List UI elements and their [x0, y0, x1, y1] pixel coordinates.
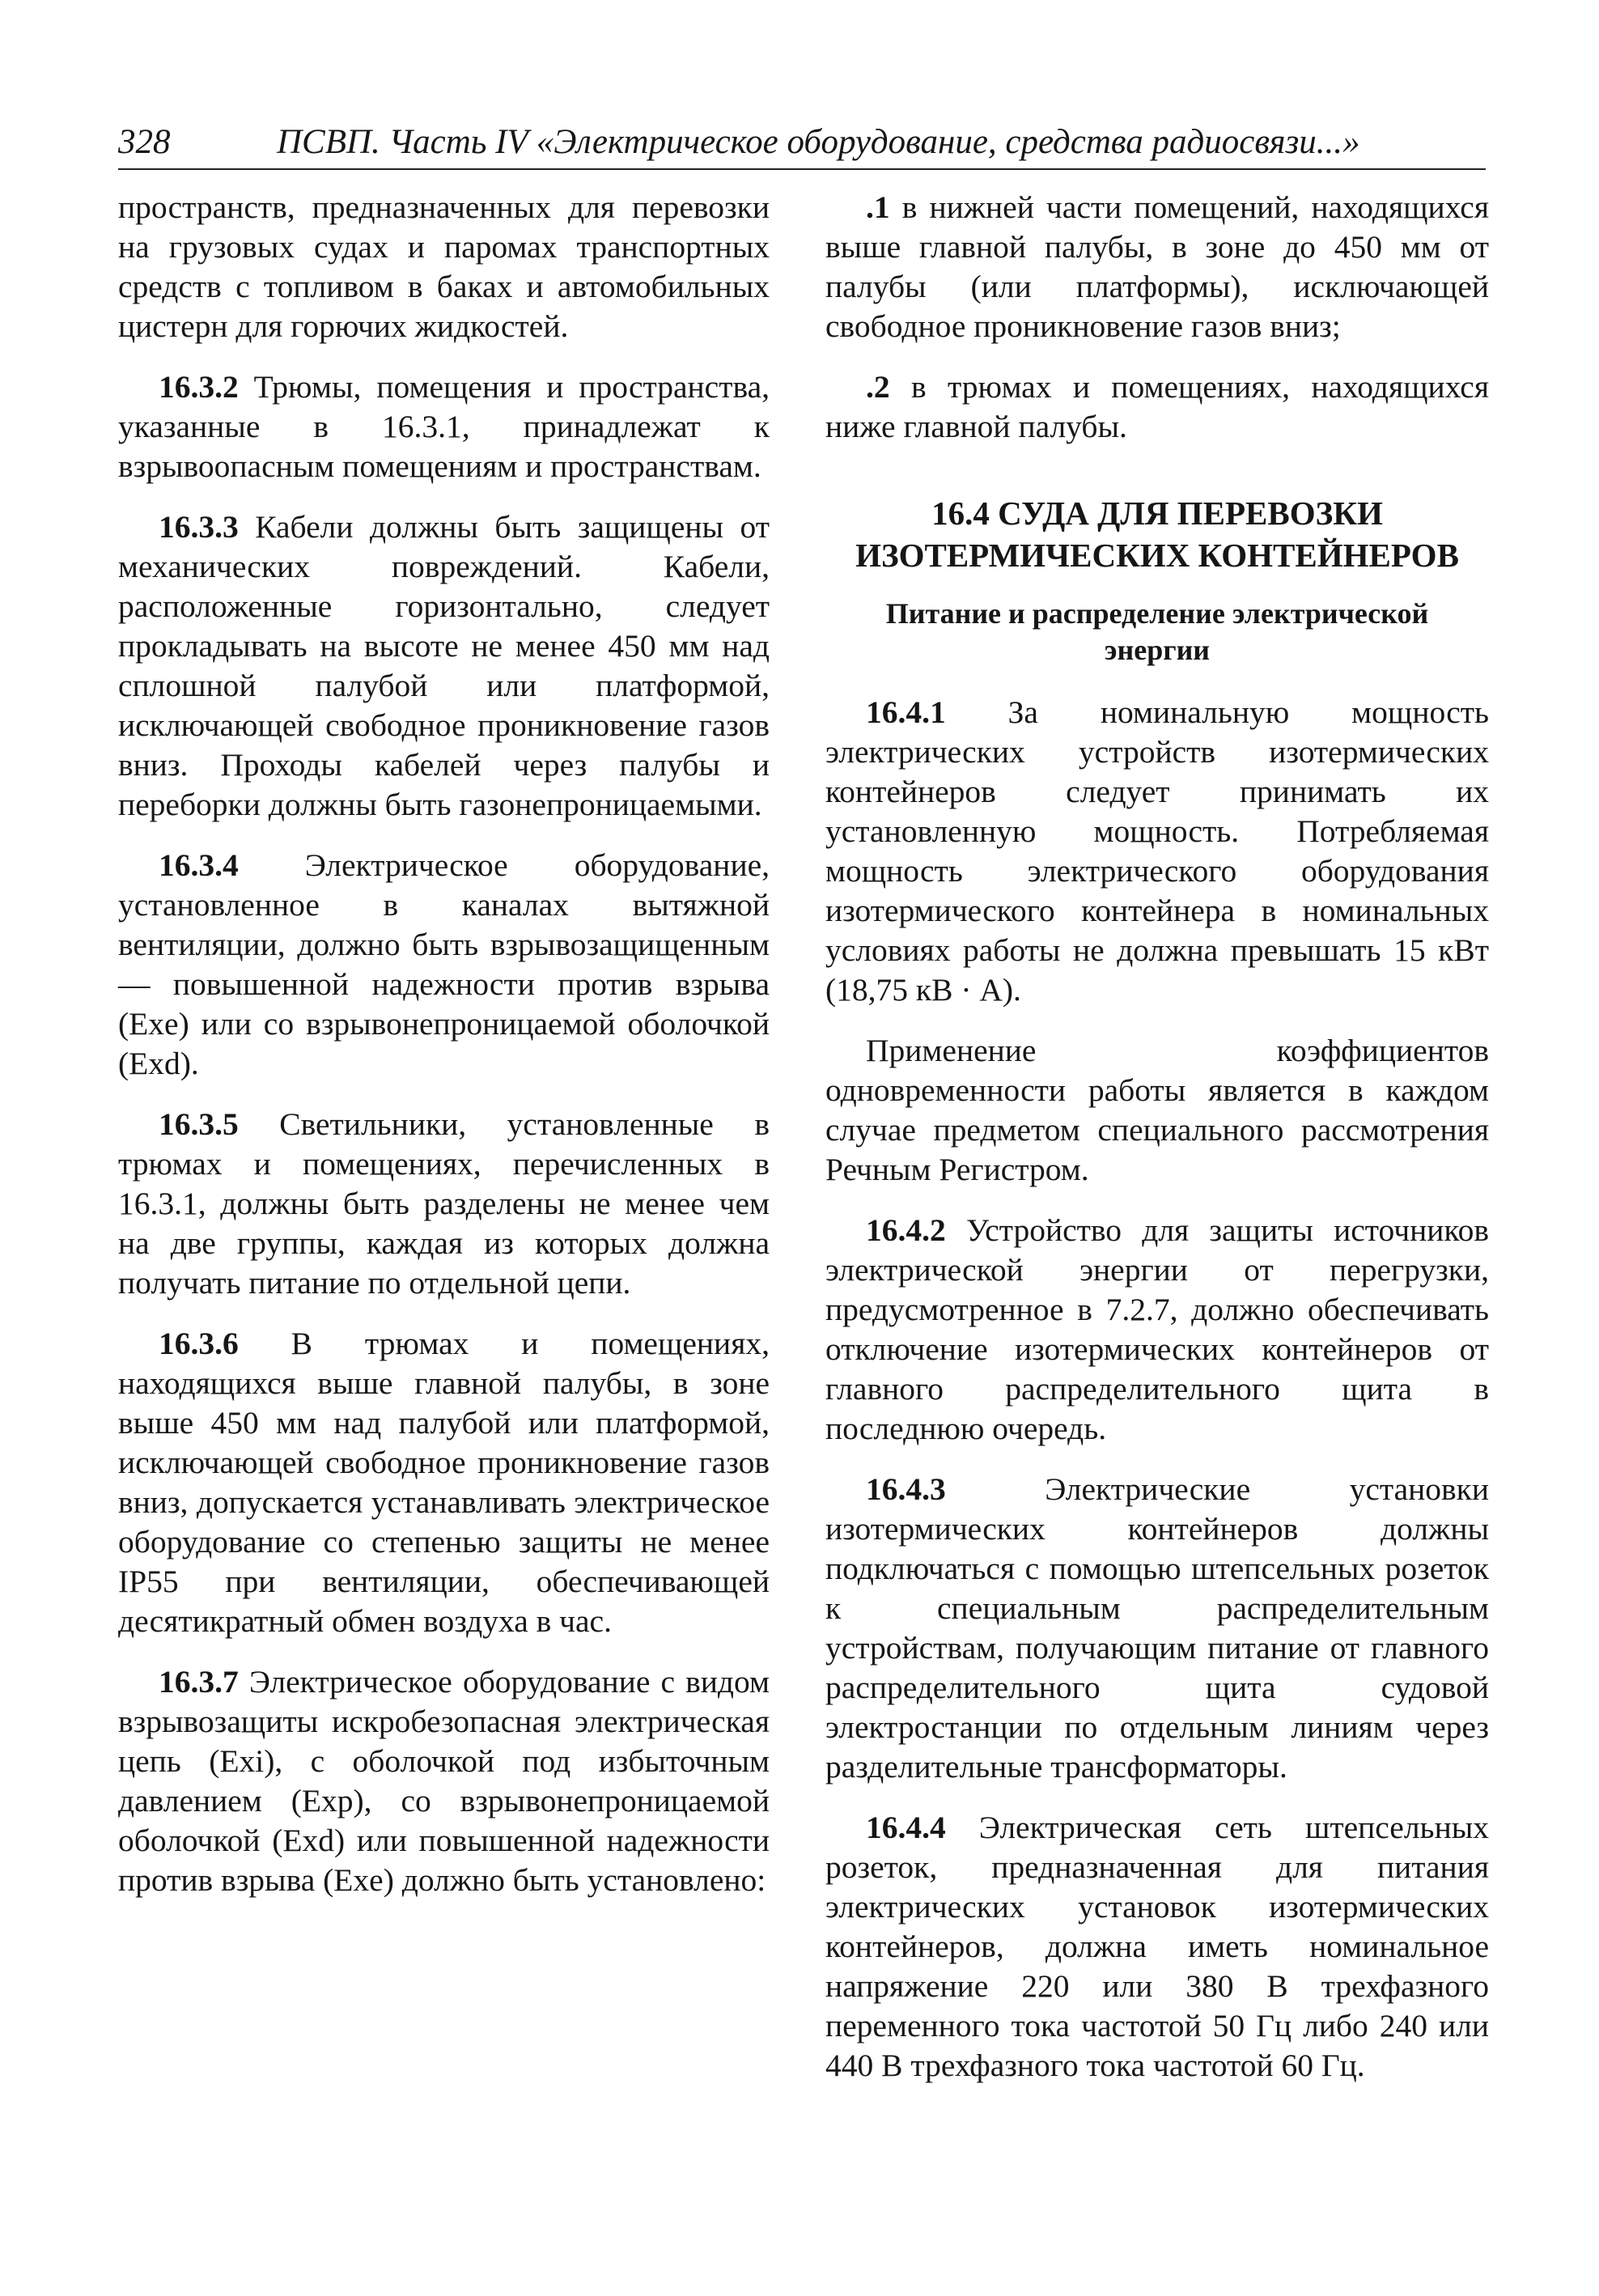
paragraph-continuation: пространств, предназначенных для перевозки на грузовых судах и паромах транспортных средств с топливом в баках и автомобильных цистерн для горючих жидкостей.	[118, 189, 770, 344]
clause-number: 16.3.5	[159, 1106, 239, 1142]
item-text: в нижней части помещений, находящихся выше главной палубы, в зоне до 450 мм от палубы (или платформы), исключающей свободное проникновение газов вниз;	[825, 189, 1489, 344]
section-heading-line-1: 16.4 СУДА ДЛЯ ПЕРЕВОЗКИ	[931, 494, 1383, 532]
clause-number: 16.4.2	[866, 1212, 946, 1248]
clause-text: Электрические установки изотермических контейнеров должны подключаться с помощью штепсельных розеток к специальным распределительным устройствам, получающим питание от главного распределительного щита судовой электростанции по отдельным линиям через разделительные трансформаторы.	[825, 1471, 1489, 1785]
clause-number: 16.3.3	[159, 509, 239, 545]
clause-number: 16.3.2	[159, 369, 239, 405]
paragraph-16-3-6	[118, 1324, 770, 1641]
running-title: ПСВП. Часть IV «Электрическое оборудование, средства радиосвязи...»	[277, 123, 1360, 161]
section-heading	[825, 492, 1489, 576]
running-header	[118, 121, 1486, 170]
clause-text: В трюмах и помещениях, находящихся выше главной палубы, в зоне выше 450 мм над палубой или платформой, исключающей свободное проникновение газов вниз, допускается устанавливать электрическое оборудование со степенью защиты не менее IP55 при вентиляции, обеспечивающей десятикратный обмен воздуха в час.	[118, 1326, 770, 1639]
paragraph-16-3-3	[118, 507, 770, 825]
clause-number: 16.4.3	[866, 1471, 946, 1507]
item-number: .2	[866, 369, 890, 405]
paragraph-16-4-3	[825, 1470, 1489, 1787]
paragraph-16-3-5	[118, 1105, 770, 1303]
item-text: в трюмах и помещениях, находящихся ниже главной палубы.	[825, 369, 1489, 444]
left-column	[118, 188, 770, 1921]
paragraph-16-4-1	[825, 693, 1489, 1010]
clause-text: Электрическая сеть штепсельных розеток, предназначенная для питания электрических установок изотермических контейнеров, должна иметь номинальное напряжение 220 или 380 В трехфазного переменного тока частотой 50 Гц либо 240 или 440 В трехфазного тока частотой 60 Гц.	[825, 1810, 1489, 2083]
list-item-1	[825, 188, 1489, 346]
clause-number: 16.4.4	[866, 1810, 946, 1845]
clause-number: 16.3.4	[159, 847, 239, 883]
clause-number: 16.3.6	[159, 1326, 239, 1361]
paragraph-16-3-7	[118, 1662, 770, 1900]
clause-text: Светильники, установленные в трюмах и помещениях, перечисленных в 16.3.1, должны быть разделены не менее чем на две группы, каждая из которых должна получать питание по отдельной цепи.	[118, 1106, 770, 1301]
paragraph-16-3-2	[118, 367, 770, 486]
right-column	[825, 188, 1489, 2107]
paragraph-16-4-1-b: Применение коэффициентов одновременности работы является в каждом случае предметом специального рассмотрения Речным Регистром.	[825, 1033, 1489, 1187]
list-item-2	[825, 367, 1489, 447]
clause-text: Электрическое оборудование с видом взрывозащиты искробезопасная электрическая цепь (Exi), с оболочкой под избыточным давлением (Exp), со взрывонепроницаемой оболочкой (Exd) или повышенной надежности против взрыва (Exe) должно быть установлено:	[118, 1664, 770, 1898]
clause-text: За номинальную мощность электрических устройств изотермических контейнеров следует принимать их установленную мощность. Потребляемая мощность электрического оборудования изотермического контейнера в номинальных условиях работы не должна превышать 15 кВт (18,75 кВ · А).	[825, 694, 1489, 1008]
subheading: Питание и распределение электрической энергии	[885, 597, 1429, 666]
page-number: 328	[118, 123, 171, 161]
clause-text: Трюмы, помещения и пространства, указанные в 16.3.1, принадлежат к взрывоопасным помещениям и пространствам.	[118, 369, 770, 484]
paragraph-16-3-4	[118, 846, 770, 1084]
item-number: .1	[866, 189, 890, 225]
clause-number: 16.3.7	[159, 1664, 239, 1700]
clause-text: Электрическое оборудование, установленное в каналах вытяжной вентиляции, должно быть взрывозащищенным — повышенной надежности против взрыва (Exe) или со взрывонепроницаемой оболочкой (Exd).	[118, 847, 770, 1081]
paragraph-16-4-2	[825, 1211, 1489, 1449]
clause-number: 16.4.1	[866, 694, 946, 730]
paragraph-16-4-4	[825, 1808, 1489, 2086]
section-heading-line-2: ИЗОТЕРМИЧЕСКИХ КОНТЕЙНЕРОВ	[855, 537, 1459, 574]
clause-text: Кабели должны быть защищены от механических повреждений. Кабели, расположенные горизонтально, следует прокладывать на высоте не менее 450 мм над сплошной палубой или платформой, исключающей свободное проникновение газов вниз. Проходы кабелей через палубы и переборки должны быть газонепроницаемыми.	[118, 509, 770, 822]
clause-text: Устройство для защиты источников электрической энергии от перегрузки, предусмотренное в 7.2.7, должно обеспечивать отключение изотермических контейнеров от главного распределительного щита в последнюю очередь.	[825, 1212, 1489, 1446]
